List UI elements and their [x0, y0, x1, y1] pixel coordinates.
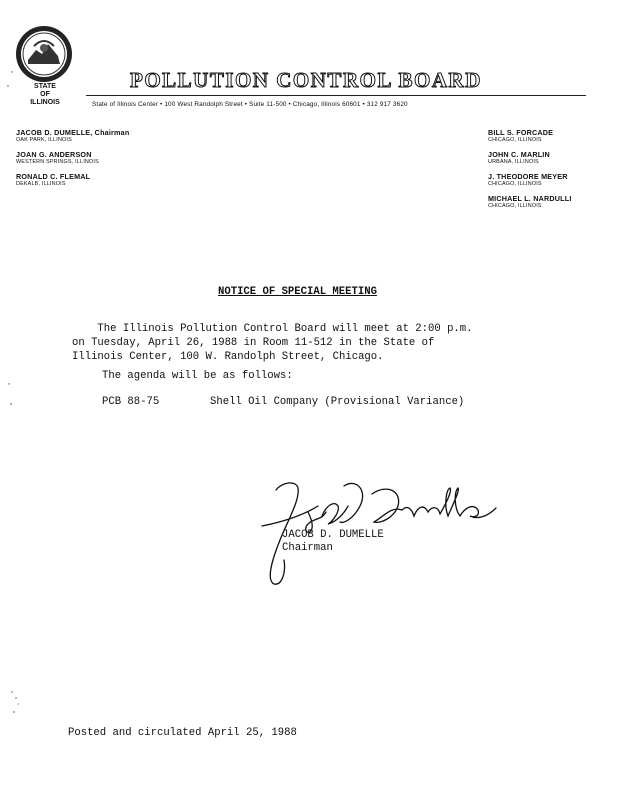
- member-entry: [488, 128, 614, 144]
- member-location: OAK PARK, ILLINOIS: [16, 137, 72, 143]
- member-name: JOAN G. ANDERSON: [16, 150, 92, 159]
- member-name: RONALD C. FLEMAL: [16, 172, 91, 181]
- seal-caption-line: OF: [40, 91, 50, 98]
- seal-caption-line: ILLINOIS: [30, 99, 60, 106]
- members-left-column: [16, 128, 216, 194]
- member-name: JOHN C. MARLIN: [488, 150, 550, 159]
- member-name: BILL S. FORCADE: [488, 128, 554, 137]
- paragraph-line: on Tuesday, April 26, 1988 in Room 11-512 in the State of: [72, 337, 435, 349]
- member-location: CHICAGO, ILLINOIS: [488, 203, 542, 209]
- member-entry: [16, 150, 216, 166]
- board-address: State of Illinois Center • 100 West Randolph Street • Suite 11-500 • Chicago, Illinois 60601 • 312 917 3620: [92, 101, 408, 108]
- member-entry: [16, 128, 216, 144]
- member-location: DEKALB, ILLINOIS: [16, 181, 66, 187]
- member-location: WESTERN SPRINGS, ILLINOIS: [16, 159, 99, 165]
- agenda-item-number: PCB 88-75: [102, 396, 160, 408]
- agenda-item-description: Shell Oil Company (Provisional Variance): [210, 396, 465, 408]
- seal-caption-line: STATE: [34, 83, 56, 90]
- member-entry: [488, 150, 614, 166]
- member-location: CHICAGO, ILLINOIS: [488, 137, 542, 143]
- paragraph-line: Illinois Center, 100 W. Randolph Street, Chicago.: [72, 351, 384, 363]
- signatory-title: Chairman: [282, 542, 333, 554]
- member-location: CHICAGO, ILLINOIS: [488, 181, 542, 187]
- member-name: J. THEODORE MEYER: [488, 172, 568, 181]
- members-right-column: [488, 128, 614, 216]
- member-entry: [16, 172, 216, 188]
- member-name: JACOB D. DUMELLE, Chairman: [16, 128, 130, 137]
- notice-heading: NOTICE OF SPECIAL MEETING: [218, 286, 377, 298]
- title-divider: [86, 95, 586, 96]
- board-title: POLLUTION CONTROL BOARD: [130, 68, 482, 92]
- notice-paragraph: [72, 322, 473, 364]
- member-name: MICHAEL L. NARDULLI: [488, 194, 572, 203]
- posted-notice: Posted and circulated April 25, 1988: [68, 727, 297, 739]
- member-entry: [488, 194, 614, 210]
- member-location: URBANA, ILLINOIS: [488, 159, 539, 165]
- seal-caption: [14, 83, 76, 107]
- agenda-intro: The agenda will be as follows:: [102, 370, 293, 382]
- paragraph-line: The Illinois Pollution Control Board will meet at 2:00 p.m.: [72, 323, 473, 335]
- member-entry: [488, 172, 614, 188]
- state-seal-icon: [14, 24, 74, 84]
- signatory-name: JACOB D. DUMELLE: [282, 529, 384, 541]
